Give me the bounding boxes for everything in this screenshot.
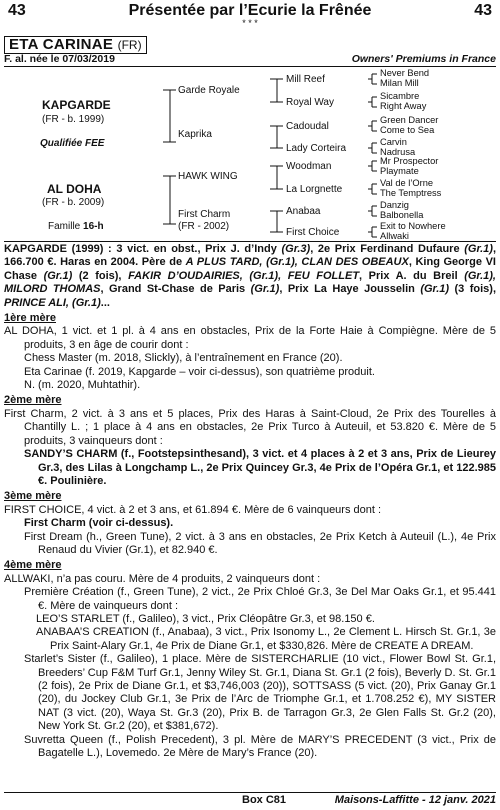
horse-name-box — [4, 36, 147, 54]
horse-description: F. al. née le 07/03/2019 — [4, 53, 115, 65]
horse-subline — [4, 53, 496, 65]
g3-mill-reef: Mill Reef — [286, 74, 325, 85]
g4-green-dancer: Green Dancer — [380, 115, 439, 125]
sire-paragraph: KAPGARDE (1999) : 3 vict. en obst., Prix J. d’Indy (Gr.3), 2e Prix Ferdinand Dufaure (Gr.1), 166.700 €. Haras en 2004. Père de A PLUS TARD, (Gr.1), CLAN DES OBEAUX, King George VI Chase (Gr.1) (2 fois), FAKIR D’OUDAIRIES, (Gr.1), FEU FOLLET, Prix A. du Breil (Gr.1), MILORD THOMAS, Grand St-Chase de Paris (Gr.1), Prix La Haye Jousselin (Gr.1) (3 fois), PRINCE ALI, (Gr.1)... — [4, 243, 497, 309]
g4-never-bend: Never Bend — [380, 68, 430, 78]
third-dam-heading: 3ème mère — [4, 490, 62, 503]
g3-royal-way: Royal Way — [286, 97, 334, 108]
owners-premiums: Owners' Premiums in France — [351, 53, 496, 65]
divider-bottom — [4, 792, 496, 793]
fourth-dam-produce-2: Starlet’s Sister (f., Galileo), 1 place. Mère de SISTERCHARLIE (10 vict., Flower Bowl St. Gr.1, Breeders’ Cup F&M Turf Gr.1, Jenny Wiley St. Gr.1, Diana St. Gr.1 (2 fois), Beverly D. St. Gr.1 (2 fois), 2e Prix de Diane Gr.1, et $3,746,003 (20)), SOTTSASS (5 vict. (20), Prix Ganay Gr.1 (20), du Jockey Club Gr.1, 3e Prix de l’Arc de Triomphe Gr.1, et 1.708.252 €), MY SISTER NAT (3 vict. (20), Waya St. Gr.3 (20), Prix B. de Tarragon Gr.3, 2e Glen Falls St. Gr.2 (20), New York St. Gr.2 (20), et $381,672). — [24, 653, 496, 733]
g4-come-to-sea: Come to Sea — [380, 125, 435, 135]
first-dam-text: AL DOHA, 1 vict. et 1 pl. à 4 ans en obstacles, Prix de la Forte Haie à Compiègne. Mère de 5 produits, 3 en âge de courir dont : — [4, 325, 496, 351]
divider-pedigree — [4, 241, 496, 242]
g4-nadrusa: Nadrusa — [380, 147, 416, 157]
g3-la-lorgnette: La Lorgnette — [286, 184, 343, 195]
horse-country: (FR) — [117, 38, 142, 52]
page-number-left: 43 — [8, 2, 26, 19]
first-dam-produce-2: Eta Carinae (f. 2019, Kapgarde – voir ci-dessus), son quatrième produit. — [24, 365, 375, 378]
g4-exit-to-nowhere: Exit to Nowhere — [380, 221, 446, 231]
pedigree-brackets — [0, 68, 500, 240]
catalogue-text — [4, 243, 496, 760]
page-number-right: 43 — [474, 2, 492, 19]
divider-top — [4, 66, 496, 67]
sire-info: (FR - b. 1999) — [42, 114, 105, 125]
g4-balbonella: Balbonella — [380, 210, 424, 220]
g4-the-temptress: The Temptress — [380, 188, 442, 198]
header-stars: * * * — [242, 18, 258, 28]
first-dam-heading: 1ère mère — [4, 312, 56, 325]
g3-lady-corteira: Lady Corteira — [286, 143, 347, 154]
g2-hawk-wing: HAWK WING — [178, 171, 238, 182]
fourth-dam-produce-1: Première Création (f., Green Tune), 2 vict., 2e Prix Chloé Gr.3, 3e Del Mar Oaks Gr.1, et 95.441 €. Mère de vainqueurs dont : — [24, 586, 496, 612]
dam-info: (FR - b. 2009) — [42, 197, 105, 208]
second-dam-text: First Charm, 2 vict. à 3 ans et 5 places, Prix des Haras à Saint-Cloud, 2e Prix des Tourelles à Chantilly L. ; 1 place à 4 ans en obstacles, 2e Prix Turco à Auteuil, et 53.820 €. Mère de 5 produits, 3 vainqueurs dont : — [4, 407, 496, 447]
g2-garde-royale: Garde Royale — [178, 85, 240, 96]
fourth-dam-heading: 4ème mère — [4, 559, 62, 572]
g4-right-away: Right Away — [380, 101, 427, 111]
g3-first-choice: First Choice — [286, 227, 340, 238]
sire-note: Qualifiée FEE — [40, 138, 105, 149]
g4-mr-prospector: Mr Prospector — [380, 156, 439, 166]
third-dam-produce-2: First Dream (h., Green Tune), 2 vict. à 3 ans en obstacles, 2e Prix Ketch à Auteuil (L.), 4e Prix Renaud du Vivier (Gr.1), et 82.940 €. — [24, 530, 496, 556]
g2-first-charm-info: (FR - 2002) — [178, 221, 230, 232]
fourth-dam-grandproduce-2: ANABAA’S CREATION (f., Anabaa), 3 vict., Prix Isonomy L., 2e Clement L. Hirsch St. Gr.1, 3e Prix Saint-Alary Gr.1, 4e Prix de Diane Gr.1, et $330,826. Mère de CREATE A DREAM. — [36, 626, 496, 652]
dam-family: Famille 16-h — [48, 221, 104, 232]
g4-milan-mill: Milan Mill — [380, 78, 419, 88]
second-dam-produce: SANDY’S CHARM (f., Footstepsinthesand), 3 vict. et 4 places à 2 et 3 ans, Prix de Lieurey Gr.3, des Lilas à Longchamp L., 2e Prix Quincey Gr.3, 4e Prix de l’Opéra Gr.1, et 122.985 €. Poulinière. — [24, 448, 496, 487]
g4-val-de-l-orne: Val de l’Orne — [380, 178, 434, 188]
sale-date: Maisons-Laffitte - 12 janv. 2021 — [334, 794, 496, 806]
fourth-dam-text: ALLWAKI, n’a pas couru. Mère de 4 produits, 2 vainqueurs dont : — [4, 572, 321, 585]
g2-kaprika: Kaprika — [178, 129, 212, 140]
second-dam-heading: 2ème mère — [4, 394, 62, 407]
fourth-dam-grandproduce-1: LEO’S STARLET (f., Galileo), 3 vict., Prix Cléopâtre Gr.3, et 98.150 €. — [36, 612, 375, 625]
dam-name: AL DOHA — [47, 182, 102, 196]
page-title: Présentée par l’Ecurie la Frênée — [128, 2, 372, 19]
fourth-dam-produce-3: Suvretta Queen (f., Polish Precedent), 3 pl. Mère de MARY’S PRECEDENT (3 vict., Prix de Bagatelle L.), Lovemedo. 2e Mère de Mary’s France (20). — [24, 733, 496, 760]
g3-cadoudal: Cadoudal — [286, 121, 329, 132]
pedigree-table — [0, 68, 500, 240]
g4-carvin: Carvin — [380, 137, 407, 147]
g4-sicambre: Sicambre — [380, 91, 420, 101]
g4-allwaki: Allwaki — [380, 231, 409, 241]
horse-name: ETA CARINAE — [9, 36, 114, 53]
box-number: Box C81 — [242, 794, 287, 806]
g2-first-charm: First Charm — [178, 209, 231, 220]
first-dam-produce-3: N. (m. 2020, Muhtathir). — [24, 379, 141, 392]
sire-name: KAPGARDE — [42, 98, 111, 112]
g4-danzig: Danzig — [380, 200, 409, 210]
g4-playmate: Playmate — [380, 166, 419, 176]
first-dam-produce-1: Chess Master (m. 2018, Slickly), à l’entraînement en France (20). — [24, 352, 343, 365]
g3-woodman: Woodman — [286, 161, 332, 172]
third-dam-text: FIRST CHOICE, 4 vict. à 2 et 3 ans, et 61.894 €. Mère de 6 vainqueurs dont : — [4, 503, 382, 516]
g3-anabaa: Anabaa — [286, 206, 321, 217]
third-dam-produce-1: First Charm (voir ci-dessus). — [24, 517, 174, 530]
